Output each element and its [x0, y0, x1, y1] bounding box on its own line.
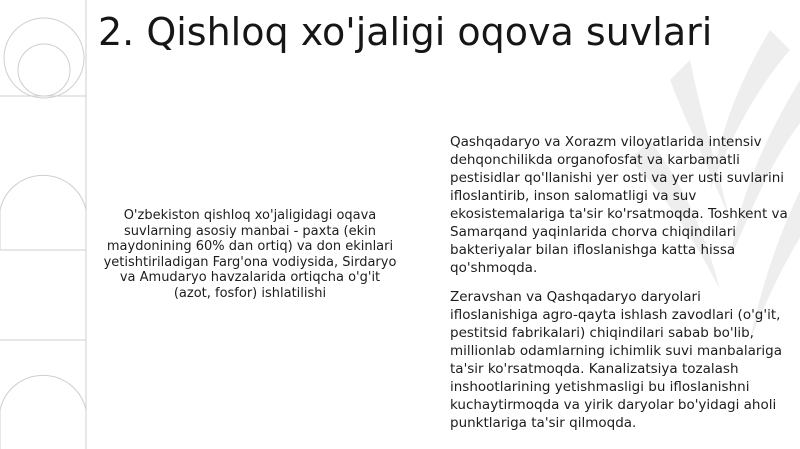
left-text-block: O'zbekiston qishloq xo'jaligidagi oqava suvlarning asosiy manbai - paxta (ekin maydonining 60% dan ortiq) va don ekinlari yetishtiriladigan Farg'ona vodiysida, Sirdaryo va Amudaryo havzalarida ortiqcha o'g'it (azot, fosfor) ishlatilishi	[103, 208, 397, 301]
slide-title: 2. Qishloq xo'jaligi oqova suvlari	[98, 10, 713, 54]
deco-circle-large	[4, 18, 84, 98]
right-text-column	[450, 133, 790, 443]
right-paragraph-1: Qashqadaryo va Xorazm viloyatlarida intensiv dehqonchilikda organofosfat va karbamatli pestisidlar qo'llanishi yer osti va yer usti suvlarini ifloslantirib, inson salomatligi va suv ekosistemalariga ta'sir ko'rsatmoqda. Toshkent va Samarqand yaqinlarida chorva chiqindilari bakteriyalar bilan ifloslanishga katta hissa qo'shmoqda.	[450, 134, 788, 276]
right-paragraph-2: Zeravshan va Qashqadaryo daryolari ifloslanishiga agro-qayta ishlash zavodlari (o'g'it, pestitsid fabrikalari) chiqindilari sabab bo'lib, millionlab odamlarning ichimlik suvi manbalariga ta'sir ko'rsatmoqda. Kanalizatsiya tozalash inshootlarining yetishmasligi bu ifloslanishni kuchaytirmoqda va yirik daryolar bo'yidagi aholi punktlariga ta'sir qilmoqda.	[450, 289, 783, 431]
deco-arc	[0, 175, 86, 250]
deco-circle-small	[18, 44, 70, 96]
deco-arc-bottom	[0, 375, 86, 449]
